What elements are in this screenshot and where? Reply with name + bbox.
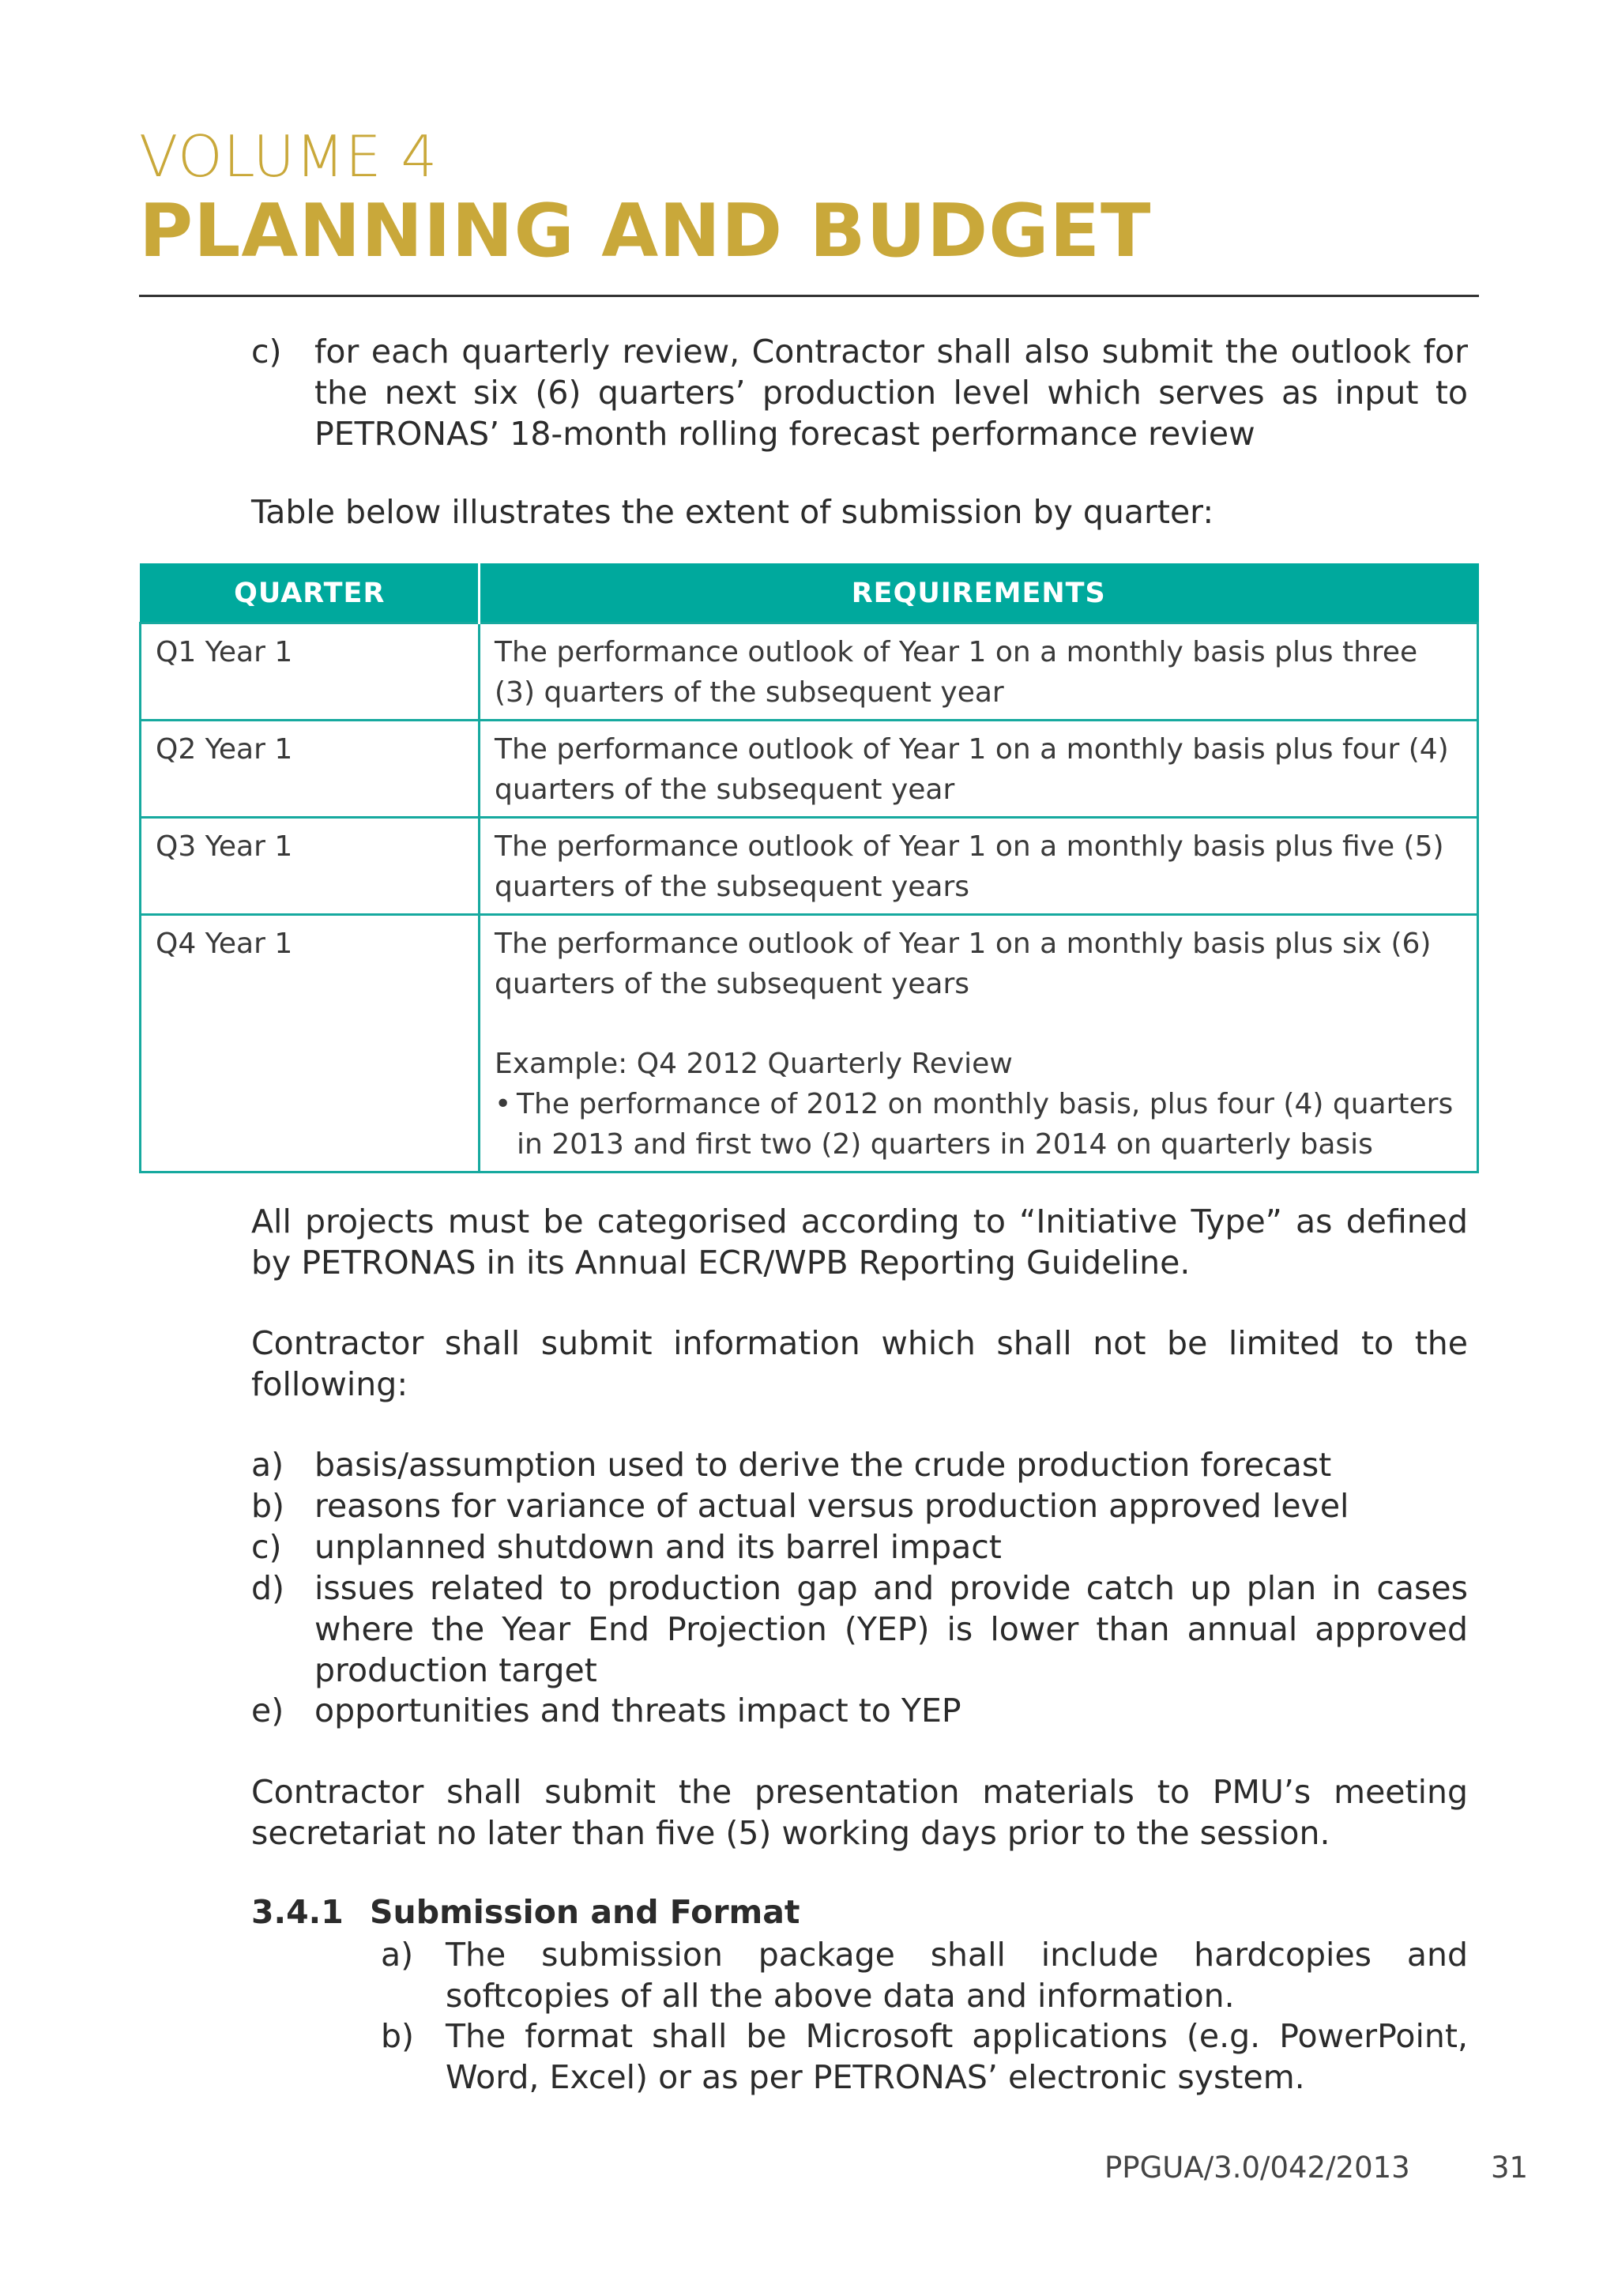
list-text: unplanned shutdown and its barrel impact [314,1528,1002,1566]
requirements-table [139,563,1479,1173]
quarter-cell: Q1 Year 1 [141,623,480,721]
section-title: Submission and Format [370,1893,800,1931]
requirement-cell: The performance outlook of Year 1 on a monthly basis plus three (3) quarters of the subsequent year [480,623,1478,721]
example-title: Example: Q4 2012 Quarterly Review [495,1048,1013,1080]
volume-label: VOLUME 4 [139,123,438,190]
list-item [251,1690,1468,1731]
document-code: PPGUA/3.0/042/2013 [1104,2151,1410,2185]
quarter-cell: Q2 Year 1 [141,721,480,818]
list-marker: d) [251,1569,285,1607]
list-marker: c) [251,1528,282,1566]
list-marker: c) [251,333,282,371]
header-divider [139,295,1479,297]
list-text: The format shall be Microsoft applications (e.g. PowerPoint, Word, Excel) or as per PETRONAS’ electronic system. [446,2017,1468,2096]
list-text: The submission package shall include hardcopies and softcopies of all the above data and information. [446,1936,1468,2015]
list-marker: e) [251,1692,284,1730]
paragraph-presentation: Contractor shall submit the presentation materials to PMU’s meeting secretariat no later than five (5) working days prior to the session. [251,1773,1468,1852]
list-item [251,1526,1468,1568]
list-item-c-top [251,331,1468,454]
paragraph-contractor: Contractor shall submit information which shall not be limited to the following: [251,1324,1468,1403]
requirement-cell: The performance outlook of Year 1 on a monthly basis plus four (4) quarters of the subsequent year [480,721,1478,818]
example-bullet-item [495,1084,1462,1165]
list-text: reasons for variance of actual versus production approved level [314,1487,1349,1525]
list-marker: b) [381,2017,415,2055]
column-header-quarter: QUARTER [141,564,480,623]
spacer [495,1004,1462,1044]
list-text: issues related to production gap and provide catch up plan in cases where the Year End Projection (YEP) is lower than annual approved production target [314,1569,1468,1689]
requirement-text: The performance outlook of Year 1 on a monthly basis plus six (6) quarters of the subsequent years [495,928,1432,1000]
section-item [381,2016,1468,2098]
table-row [141,818,1478,915]
table-intro: Table below illustrates the extent of submission by quarter: [251,493,1214,531]
column-header-requirements: REQUIREMENTS [480,564,1478,623]
table-header-row [141,564,1478,623]
list-marker: b) [251,1487,285,1525]
bullet-icon: • [495,1088,512,1120]
requirement-cell: The performance outlook of Year 1 on a monthly basis plus five (5) quarters of the subsequent years [480,818,1478,915]
requirement-cell [480,915,1478,1172]
quarter-cell: Q4 Year 1 [141,915,480,1172]
list-marker: a) [381,1936,414,1974]
list-item [251,1444,1468,1485]
list-text: basis/assumption used to derive the crude production forecast [314,1446,1332,1484]
section-item [381,1934,1468,2016]
table-row [141,721,1478,818]
list-item [251,1568,1468,1691]
list-marker: a) [251,1446,284,1484]
table-row [141,623,1478,721]
section-number: 3.4.1 [251,1893,344,1931]
list-text: opportunities and threats impact to YEP [314,1692,961,1730]
section-heading [251,1893,800,1931]
list-text: for each quarterly review, Contractor shall also submit the outlook for the next six (6) quarters’ production level which serves as input to PETRONAS’ 18-month rolling forecast performance review [314,333,1468,453]
list-item [251,1485,1468,1526]
paragraph-initiative: All projects must be categorised according to “Initiative Type” as defined by PETRONAS in its Annual ECR/WPB Reporting Guideline. [251,1203,1468,1282]
quarter-cell: Q3 Year 1 [141,818,480,915]
page-number: 31 [1491,2151,1529,2185]
table-row [141,915,1478,1172]
page-title: PLANNING AND BUDGET [139,188,1152,273]
example-text: The performance of 2012 on monthly basis, plus four (4) quarters in 2013 and first two (2) quarters in 2014 on quarterly basis [517,1088,1454,1161]
